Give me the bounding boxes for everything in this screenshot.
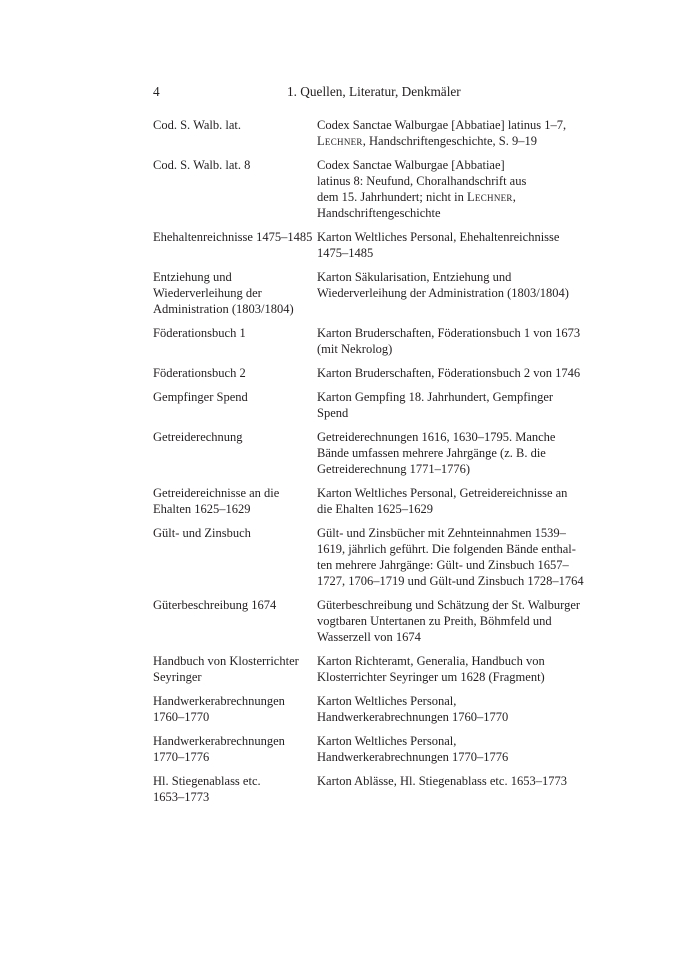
entry-description-line <box>317 541 583 557</box>
abbreviation-list <box>153 117 583 813</box>
description-text: Gült- und Zinsbücher mit Zehnteinnahmen 1539– <box>317 526 566 540</box>
description-text: , <box>512 190 516 204</box>
entry-term <box>153 693 317 725</box>
page-number: 4 <box>153 84 160 99</box>
entry-description <box>317 269 583 317</box>
entry-description-line <box>317 445 583 461</box>
entry-description-line <box>317 429 583 445</box>
page-header <box>153 84 583 104</box>
entry-term-line: Cod. S. Walb. lat. 8 <box>153 158 251 172</box>
entry-description <box>317 365 583 381</box>
description-text: Handschriftengeschichte <box>317 206 441 220</box>
entry-description-line <box>317 189 583 205</box>
entry-term-line: 1760–1770 <box>153 710 210 724</box>
entry-description <box>317 389 583 421</box>
entry-term <box>153 365 317 381</box>
entry-description-line <box>317 229 583 245</box>
entry-description-line <box>317 325 583 341</box>
entry-term-line: Entziehung und <box>153 270 232 284</box>
entry-term <box>153 325 317 357</box>
running-head: 1. Quellen, Literatur, Denkmäler <box>287 84 461 99</box>
entry-description-line <box>317 653 583 669</box>
description-text: 1619, jährlich geführt. Die folgenden Bände enthal- <box>317 542 576 556</box>
entry-term <box>153 229 317 261</box>
entry-description-line <box>317 173 583 189</box>
description-text: ten mehrere Jahrgänge: Gült- und Zinsbuch 1657– <box>317 558 569 572</box>
entry-term-line: Administration (1803/1804) <box>153 302 294 316</box>
description-text: (mit Nekrolog) <box>317 342 393 356</box>
description-text: Codex Sanctae Walburgae [Abbatiae] latinus 1–7, <box>317 118 567 132</box>
entry-term-line: Getreiderechnung <box>153 430 243 444</box>
description-text: Karton Gempfing 18. Jahrhundert, Gempfinger <box>317 390 554 404</box>
entry-term-line: Getreidereichnisse an die <box>153 486 280 500</box>
entry-term <box>153 653 317 685</box>
entry-term <box>153 773 317 805</box>
description-text: Klosterrichter Seyringer um 1628 (Fragment) <box>317 670 545 684</box>
entry-description-line <box>317 693 583 709</box>
entry-description <box>317 733 583 765</box>
description-text: Handwerkerabrechnungen 1770–1776 <box>317 750 509 764</box>
entry-term-line: Ehalten 1625–1629 <box>153 502 251 516</box>
list-entry <box>153 389 583 421</box>
entry-term <box>153 485 317 517</box>
entry-description <box>317 325 583 357</box>
entry-description-line <box>317 157 583 173</box>
list-entry <box>153 485 583 517</box>
entry-description-line <box>317 749 583 765</box>
entry-description-line <box>317 405 583 421</box>
entry-term-line: Cod. S. Walb. lat. <box>153 118 242 132</box>
description-text: Karton Weltliches Personal, <box>317 694 457 708</box>
description-text: dem 15. Jahrhundert; nicht in <box>317 190 467 204</box>
entry-term <box>153 733 317 765</box>
entry-term-line: Gempfinger Spend <box>153 390 248 404</box>
entry-term <box>153 429 317 477</box>
list-entry <box>153 117 583 149</box>
entry-term-line: Handbuch von Klosterrichter <box>153 654 299 668</box>
list-entry <box>153 597 583 645</box>
entry-description-line <box>317 365 583 381</box>
description-text: Güterbeschreibung und Schätzung der St. Walburger <box>317 598 581 612</box>
entry-term-line: Handwerkerabrechnungen <box>153 694 285 708</box>
entry-description-line <box>317 269 583 285</box>
description-text: Karton Säkularisation, Entziehung und <box>317 270 512 284</box>
entry-term <box>153 157 317 221</box>
description-text: 1727, 1706–1719 und Gült-und Zinsbuch 1728–1764 <box>317 574 584 588</box>
entry-description <box>317 157 583 221</box>
entry-description-line <box>317 597 583 613</box>
description-text: Karton Bruderschaften, Föderationsbuch 1 von 1673 <box>317 326 581 340</box>
entry-description-line <box>317 525 583 541</box>
entry-description <box>317 485 583 517</box>
list-entry <box>153 429 583 477</box>
entry-description-line <box>317 285 583 301</box>
entry-description <box>317 229 583 261</box>
description-text: latinus 8: Neufund, Choralhandschrift aus <box>317 174 527 188</box>
entry-description-line <box>317 573 583 589</box>
entry-description-line <box>317 341 583 357</box>
entry-term-line: Seyringer <box>153 670 202 684</box>
entry-term-line: Hl. Stiegenablass etc. <box>153 774 261 788</box>
entry-term <box>153 525 317 589</box>
entry-description-line <box>317 709 583 725</box>
entry-description-line <box>317 245 583 261</box>
description-text: Wasserzell von 1674 <box>317 630 421 644</box>
entry-term <box>153 389 317 421</box>
entry-description-line <box>317 557 583 573</box>
entry-description <box>317 429 583 477</box>
description-text: Wiederverleihung der Administration (1803/1804) <box>317 286 569 300</box>
entry-description-line <box>317 205 583 221</box>
description-text: Karton Weltliches Personal, <box>317 734 457 748</box>
description-text: Bände umfassen mehrere Jahrgänge (z. B. die <box>317 446 546 460</box>
entry-description-line <box>317 773 583 789</box>
list-entry <box>153 693 583 725</box>
entry-description <box>317 597 583 645</box>
author-name: Lechner <box>466 190 513 204</box>
entry-description <box>317 773 583 805</box>
list-entry <box>153 525 583 589</box>
entry-description-line <box>317 461 583 477</box>
entry-description-line <box>317 485 583 501</box>
entry-term-line: Gült- und Zinsbuch <box>153 526 251 540</box>
entry-term-line: Handwerkerabrechnungen <box>153 734 285 748</box>
entry-description-line <box>317 117 583 133</box>
description-text: Karton Bruderschaften, Föderationsbuch 2 von 1746 <box>317 366 581 380</box>
description-text: Karton Ablässe, Hl. Stiegenablass etc. 1653–1773 <box>317 774 567 788</box>
list-entry <box>153 365 583 381</box>
description-text: Spend <box>317 406 349 420</box>
entry-term-line: Föderationsbuch 1 <box>153 326 246 340</box>
list-entry <box>153 325 583 357</box>
entry-description <box>317 525 583 589</box>
entry-description <box>317 117 583 149</box>
entry-term-line: Föderationsbuch 2 <box>153 366 246 380</box>
description-text: Karton Weltliches Personal, Ehehaltenreichnisse <box>317 230 560 244</box>
list-entry <box>153 269 583 317</box>
entry-term-line: 1653–1773 <box>153 790 210 804</box>
entry-description-line <box>317 629 583 645</box>
list-entry <box>153 733 583 765</box>
list-entry <box>153 773 583 805</box>
entry-description-line <box>317 389 583 405</box>
entry-description-line <box>317 501 583 517</box>
description-text: 1475–1485 <box>317 246 374 260</box>
entry-term <box>153 269 317 317</box>
description-text: Codex Sanctae Walburgae [Abbatiae] <box>317 158 505 172</box>
description-text: Karton Richteramt, Generalia, Handbuch von <box>317 654 545 668</box>
description-text: , Handschriftengeschichte, S. 9–19 <box>362 134 538 148</box>
list-entry <box>153 229 583 261</box>
author-name: Lechner <box>317 134 363 148</box>
entry-term-line: Ehehaltenreichnisse 1475–1485 <box>153 230 313 244</box>
entry-term-line: Wiederverleihung der <box>153 286 262 300</box>
entry-description-line <box>317 133 583 149</box>
entry-description-line <box>317 613 583 629</box>
description-text: vogtbaren Untertanen zu Preith, Böhmfeld und <box>317 614 552 628</box>
description-text: Handwerkerabrechnungen 1760–1770 <box>317 710 509 724</box>
entry-term <box>153 597 317 645</box>
list-entry <box>153 653 583 685</box>
list-entry <box>153 157 583 221</box>
description-text: Getreiderechnungen 1616, 1630–1795. Manche <box>317 430 556 444</box>
entry-term-line: Güterbeschreibung 1674 <box>153 598 277 612</box>
description-text: Getreiderechnung 1771–1776) <box>317 462 471 476</box>
entry-description <box>317 653 583 685</box>
entry-term <box>153 117 317 149</box>
entry-description-line <box>317 733 583 749</box>
description-text: Karton Weltliches Personal, Getreidereichnisse an <box>317 486 568 500</box>
entry-description-line <box>317 669 583 685</box>
description-text: die Ehalten 1625–1629 <box>317 502 433 516</box>
entry-description <box>317 693 583 725</box>
entry-term-line: 1770–1776 <box>153 750 210 764</box>
